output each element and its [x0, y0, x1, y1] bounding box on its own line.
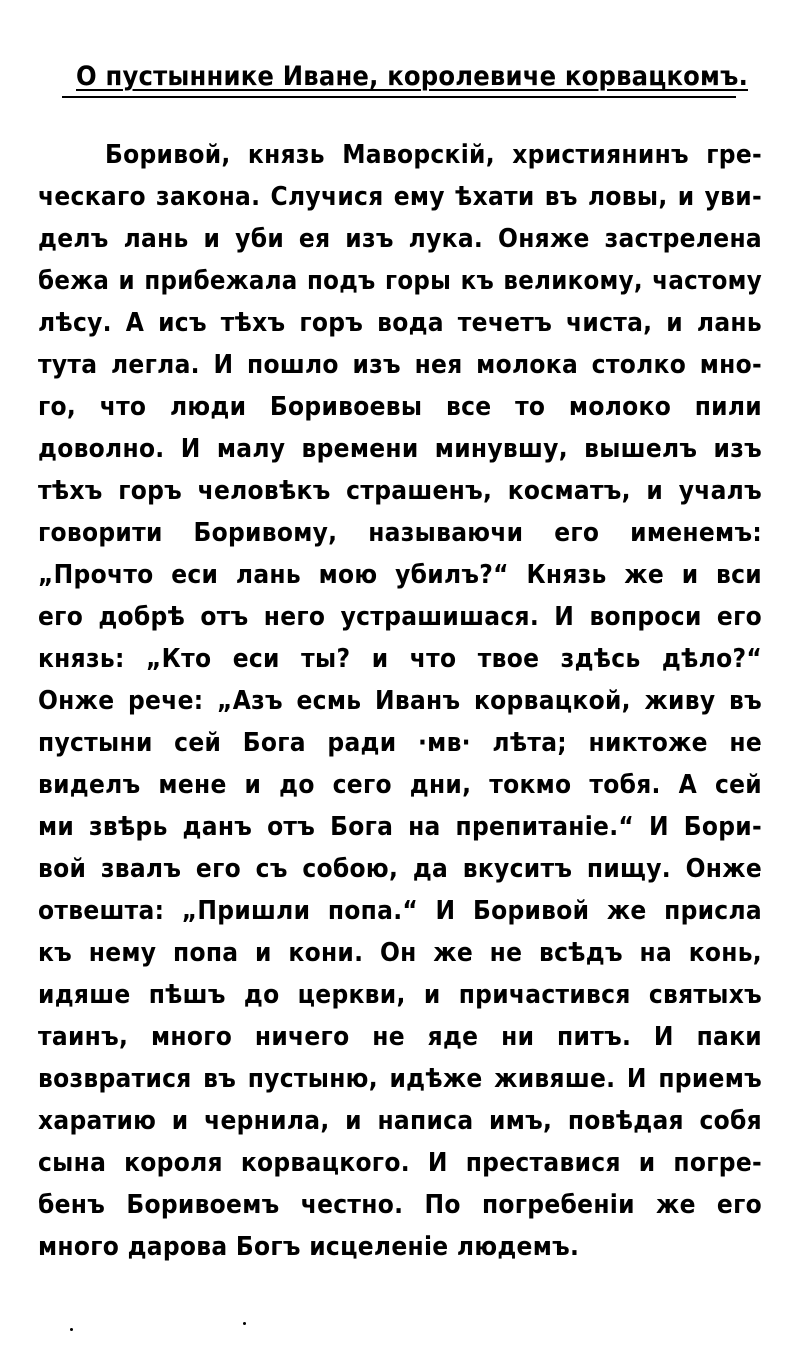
text-line-17: ми звѣрь данъ отъ Бога на препитаніе.“ И Бори- [38, 812, 762, 842]
text-line-12: его добрѣ отъ него устрашишася. И вопроси его [38, 602, 762, 632]
text-line-3: делъ лань и уби ея изъ лука. Оняже застрелена [38, 224, 762, 254]
text-line-16: виделъ мене и до сего дни, токмо тобя. А сей [38, 770, 762, 800]
text-line-27: много дарова Богъ исцеленіе людемъ. [38, 1232, 580, 1262]
text-line-1: Боривой, князь Маворскій, християнинъ гре- [105, 140, 762, 170]
text-line-2: ческаго закона. Случися ему ѣхати въ ловы, и уви- [38, 182, 762, 212]
text-line-22: таинъ, много ничего не яде ни питъ. И паки [38, 1022, 762, 1052]
text-line-18: вой звалъ его съ собою, да вкуситъ пищу. Онже [38, 854, 762, 884]
text-line-15: пустыни сей Бога ради ·мв· лѣта; никтоже не [38, 728, 762, 758]
specks-left [70, 1328, 73, 1331]
page-title: О пустыннике Иване, королевиче корвацкомъ. [76, 61, 748, 92]
text-line-6: тута легла. И пошло изъ нея молока столко мно- [38, 350, 762, 380]
text-line-5: лѣсу. А исъ тѣхъ горъ вода течетъ чиста, и лань [38, 308, 762, 338]
title-block [62, 60, 748, 100]
text-line-10: говорити Боривому, называючи его именемъ: [38, 518, 762, 548]
specks-center [243, 1322, 246, 1325]
text-line-26: бенъ Боривоемъ честно. По погребеніи же его [38, 1190, 762, 1220]
text-line-25: сына короля корвацкого. И преставися и погре- [38, 1148, 762, 1178]
text-line-13: князь: „Кто еси ты? и что твое здѣсь дѣло?“ [38, 644, 762, 674]
text-line-20: къ нему попа и кони. Он же не всѣдъ на конь, [38, 938, 762, 968]
text-line-19: отвешта: „Пришли попа.“ И Боривой же присла [38, 896, 762, 926]
text-line-23: возвратися въ пустыню, идѣже живяше. И приемъ [38, 1064, 762, 1094]
text-line-21: идяше пѣшъ до церкви, и причастився святыхъ [38, 980, 762, 1010]
text-line-14: Онже рече: „Азъ есмь Иванъ корвацкой, живу въ [38, 686, 762, 716]
text-line-9: тѣхъ горъ человѣкъ страшенъ, косматъ, и учалъ [38, 476, 762, 506]
title-underline [62, 96, 736, 98]
text-line-11: „Прочто еси лань мою убилъ?“ Князь же и вси [38, 560, 762, 590]
text-line-24: харатию и чернила, и написа имъ, повѣдая собя [38, 1106, 762, 1136]
text-line-8: доволно. И малу времени минувшу, вышелъ изъ [38, 434, 762, 464]
text-line-4: бежа и прибежала подъ горы къ великому, частому [38, 266, 762, 296]
text-line-7: го, что люди Боривоевы все то молоко пили [38, 392, 762, 422]
